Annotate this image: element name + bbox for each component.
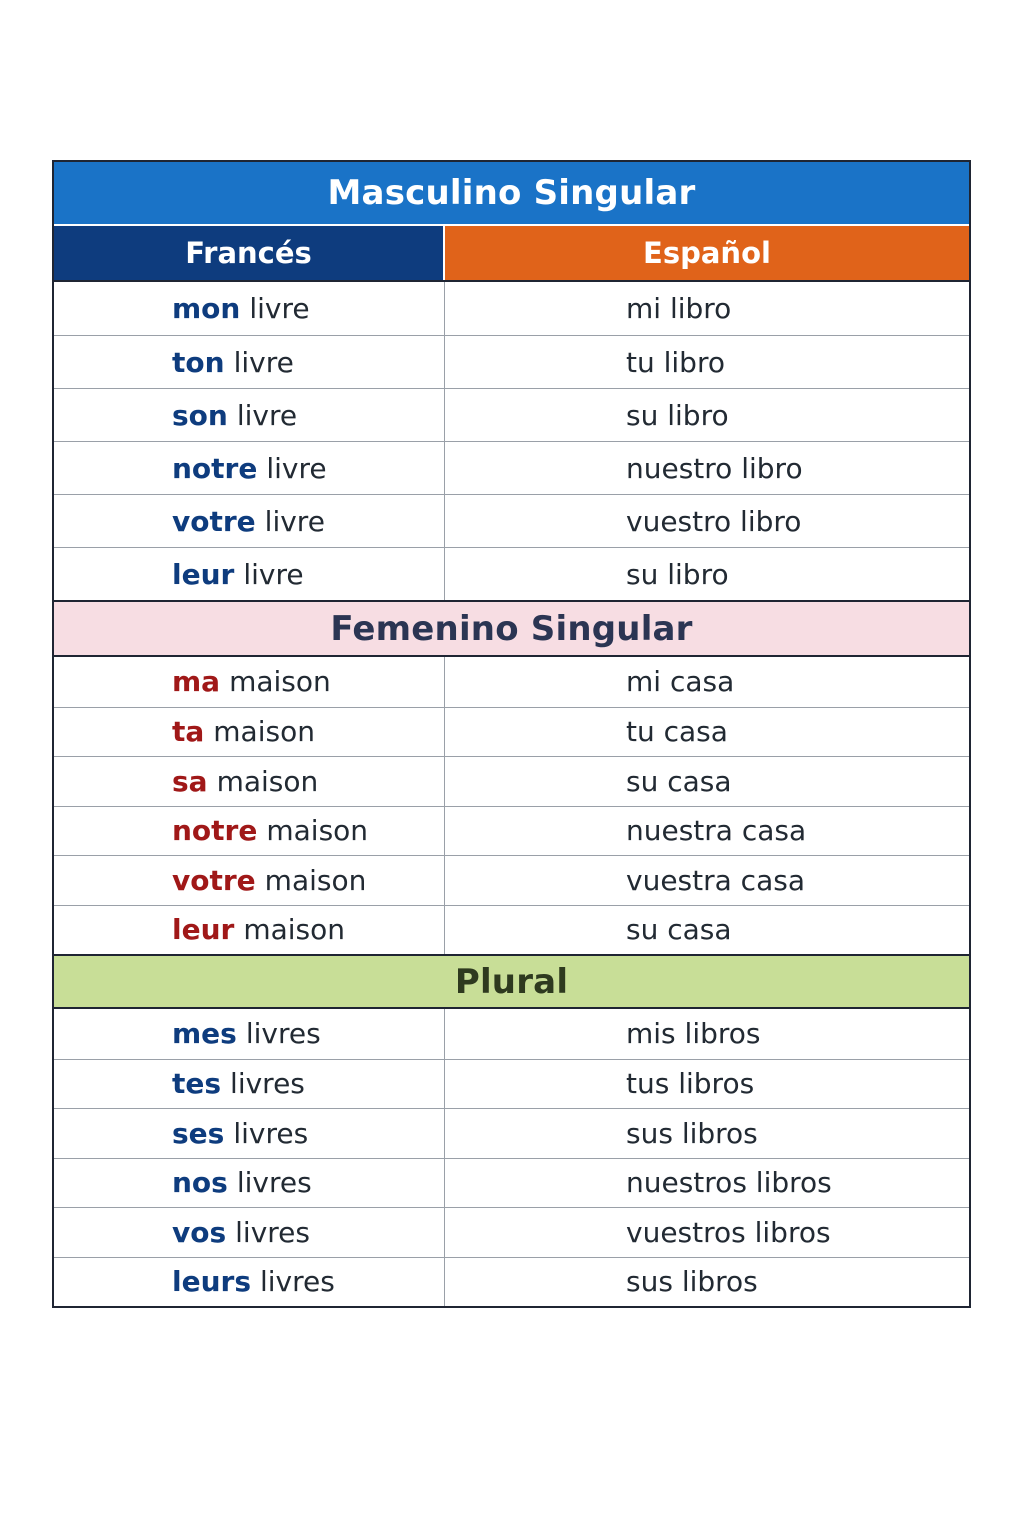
column-header-row	[54, 226, 969, 282]
table-row	[54, 1108, 969, 1158]
determiner: mes	[172, 1017, 237, 1051]
table-row	[54, 1257, 969, 1307]
section-title-plural: Plural	[54, 954, 969, 1009]
determiner: vos	[172, 1215, 227, 1249]
table-row	[54, 756, 969, 806]
noun: livres	[235, 1215, 310, 1249]
spanish-cell: sus libros	[626, 1265, 758, 1299]
table-row	[54, 335, 969, 388]
table-row	[54, 855, 969, 905]
noun: livres	[236, 1166, 312, 1200]
french-cell	[54, 282, 445, 335]
table-row	[54, 441, 969, 494]
section-title-masculino-singular: Masculino Singular	[54, 162, 969, 226]
determiner: tes	[172, 1067, 222, 1101]
french-cell	[54, 1208, 445, 1257]
french-cell	[54, 1258, 445, 1307]
section-title-femenino-singular: Femenino Singular	[54, 600, 969, 657]
column-header-frances: Francés	[54, 226, 445, 280]
noun: maison	[213, 715, 315, 749]
noun: livre	[264, 504, 325, 538]
spanish-cell: su casa	[626, 913, 732, 947]
spanish-cell: vuestra casa	[626, 863, 805, 897]
column-header-espanol: Español	[445, 226, 969, 280]
french-cell	[54, 807, 445, 856]
table-row	[54, 707, 969, 757]
noun: livre	[243, 557, 304, 591]
spanish-cell: nuestro libro	[626, 451, 803, 485]
table-row	[54, 547, 969, 600]
noun: maison	[216, 764, 319, 798]
french-cell	[54, 548, 445, 600]
noun: livres	[233, 1116, 309, 1150]
determiner: nos	[172, 1166, 228, 1200]
table-row	[54, 282, 969, 335]
noun: livre	[236, 398, 298, 432]
french-cell	[54, 495, 445, 547]
noun: maison	[266, 814, 369, 848]
table-row	[54, 1059, 969, 1109]
spanish-cell: su casa	[626, 764, 732, 798]
french-cell	[54, 757, 445, 806]
spanish-cell: tu casa	[626, 715, 728, 749]
french-cell	[54, 442, 445, 494]
spanish-cell: mi libro	[626, 292, 732, 325]
table-row	[54, 806, 969, 856]
determiner: leur	[172, 557, 235, 591]
french-cell	[54, 1159, 445, 1208]
determiner: leurs	[172, 1265, 251, 1299]
spanish-cell: su libro	[626, 557, 729, 591]
french-cell	[54, 1060, 445, 1109]
determiner: sa	[172, 764, 208, 798]
french-cell	[54, 906, 445, 955]
french-cell	[54, 1109, 445, 1158]
spanish-cell: nuestra casa	[626, 814, 807, 848]
table-row	[54, 1009, 969, 1059]
section-masculino-singular	[54, 282, 969, 600]
noun: maison	[264, 863, 367, 897]
section-plural	[54, 1009, 969, 1306]
spanish-cell: su libro	[626, 398, 729, 432]
possessives-table	[52, 160, 971, 1308]
spanish-cell: mi casa	[626, 665, 735, 699]
table-row	[54, 494, 969, 547]
determiner: ses	[172, 1116, 225, 1150]
determiner: notre	[172, 814, 258, 848]
spanish-cell: vuestro libro	[626, 504, 802, 538]
spanish-cell: vuestros libros	[626, 1215, 831, 1249]
table-row	[54, 905, 969, 955]
determiner: ta	[172, 715, 205, 749]
spanish-cell: sus libros	[626, 1116, 758, 1150]
spanish-cell: tus libros	[626, 1067, 755, 1101]
spanish-cell: tu libro	[626, 345, 725, 379]
determiner: leur	[172, 913, 235, 947]
table-row	[54, 388, 969, 441]
noun: livre	[266, 451, 327, 485]
french-cell	[54, 336, 445, 388]
french-cell	[54, 657, 445, 707]
noun: maison	[243, 913, 346, 947]
section-femenino-singular	[54, 657, 969, 954]
french-cell	[54, 389, 445, 441]
noun: livres	[260, 1265, 335, 1299]
noun: maison	[229, 665, 331, 699]
table-row	[54, 1158, 969, 1208]
table-row	[54, 1207, 969, 1257]
noun: livres	[245, 1017, 321, 1051]
noun: livre	[249, 292, 310, 325]
determiner: ton	[172, 345, 225, 379]
spanish-cell: mis libros	[626, 1017, 761, 1051]
noun: livre	[233, 345, 294, 379]
determiner: votre	[172, 863, 256, 897]
noun: livres	[230, 1067, 305, 1101]
table-row	[54, 657, 969, 707]
french-cell	[54, 708, 445, 757]
determiner: son	[172, 398, 228, 432]
determiner: mon	[172, 292, 241, 325]
spanish-cell: nuestros libros	[626, 1166, 832, 1200]
determiner: ma	[172, 665, 221, 699]
determiner: votre	[172, 504, 256, 538]
french-cell	[54, 856, 445, 905]
french-cell	[54, 1009, 445, 1059]
determiner: notre	[172, 451, 258, 485]
